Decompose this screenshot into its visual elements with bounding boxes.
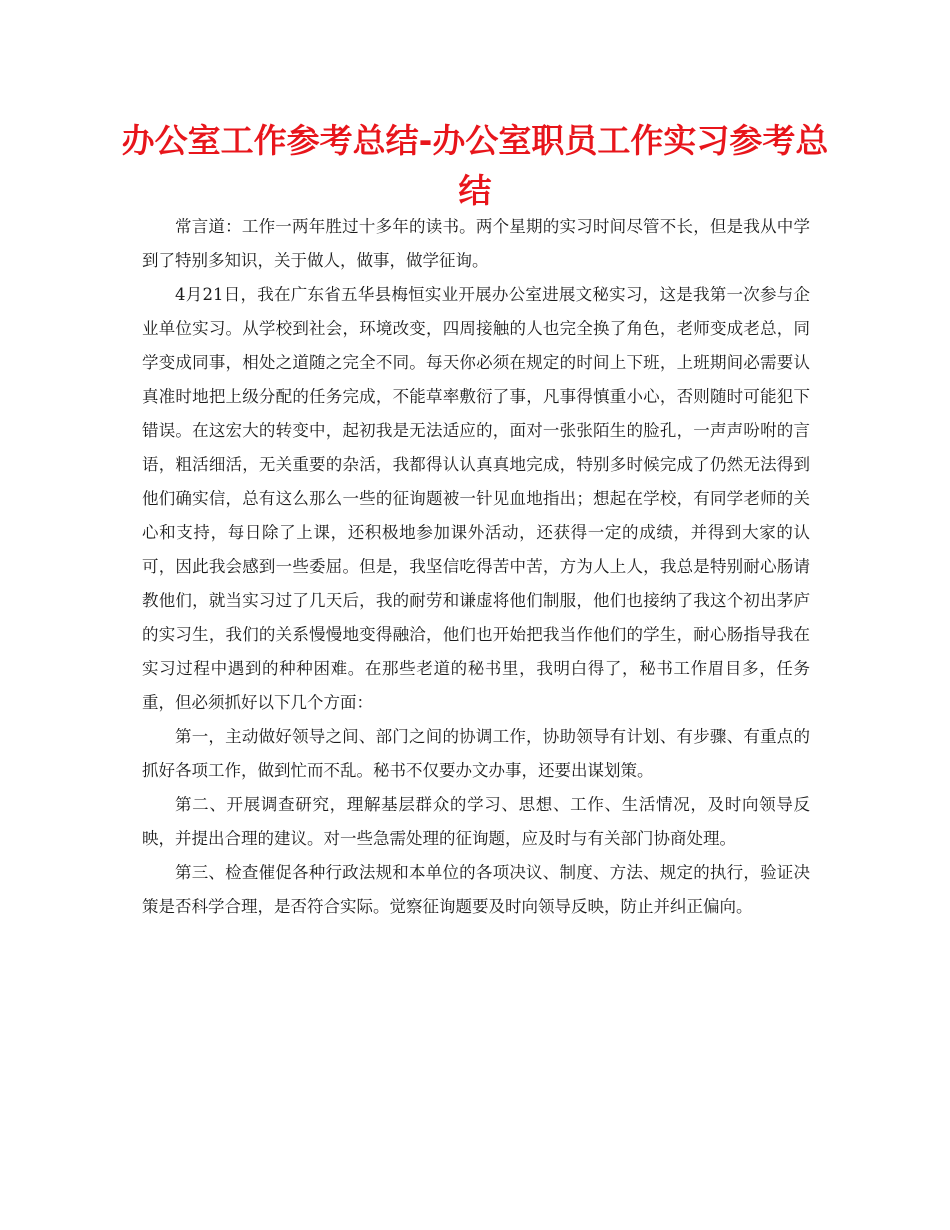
paragraph: 4月21日，我在广东省五华县梅恒实业开展办公室进展文秘实习，这是我第一次参与企业单位实习。从学校到社会，环境改变，四周接触的人也完全换了角色，老师变成老总，同学变成同事，相处之道随之完全不同。每天你必须在规定的时间上下班，上班期间必需要认真准时地把上级分配的任务完成，不能草率敷衍了事，凡事得慎重小心，否则随时可能犯下错误。在这宏大的转变中，起初我是无法适应的，面对一张张陌生的脸孔，一声声吩咐的言语，粗活细活，无关重要的杂活，我都得认认真真地完成，特别多时候完成了仍然无法得到他们确实信，总有这么那么一些的征询题被一针见血地指出；想起在学校，有同学老师的关心和支持，每日除了上课，还积极地参加课外活动，还获得一定的成绩，并得到大家的认可，因此我会感到一些委屈。但是，我坚信吃得苦中苦，方为人上人，我总是特别耐心肠请教他们，就当实习过了几天后，我的耐劳和谦虚将他们制服，他们也接纳了我这个初出茅庐的实习生，我们的关系慢慢地变得融洽，他们也开始把我当作他们的学生，耐心肠指导我在实习过程中遇到的种种困难。在那些老道的秘书里，我明白得了，秘书工作眉目多，任务重，但必须抓好以下几个方面：	[142, 285, 810, 712]
paragraph: 第三、检查催促各种行政法规和本单位的各项决议、制度、方法、规定的执行，验证决策是否科学合理，是否符合实际。觉察征询题要及时向领导反映，防止并纠正偏向。	[142, 863, 810, 916]
paragraph: 常言道：工作一两年胜过十多年的读书。两个星期的实习时间尽管不长，但是我从中学到了特别多知识，关于做人，做事，做学征询。	[142, 217, 810, 270]
document-title: 办公室工作参考总结-办公室职员工作实习参考总结	[121, 121, 829, 210]
document-body	[142, 210, 810, 924]
paragraph: 第一，主动做好领导之间、部门之间的协调工作，协助领导有计划、有步骤、有重点的抓好各项工作，做到忙而不乱。秘书不仅要办文办事，还要出谋划策。	[142, 727, 810, 780]
paragraph: 第二、开展调查研究，理解基层群众的学习、思想、工作、生活情况，及时向领导反映，并提出合理的建议。对一些急需处理的征询题，应及时与有关部门协商处理。	[142, 795, 810, 848]
